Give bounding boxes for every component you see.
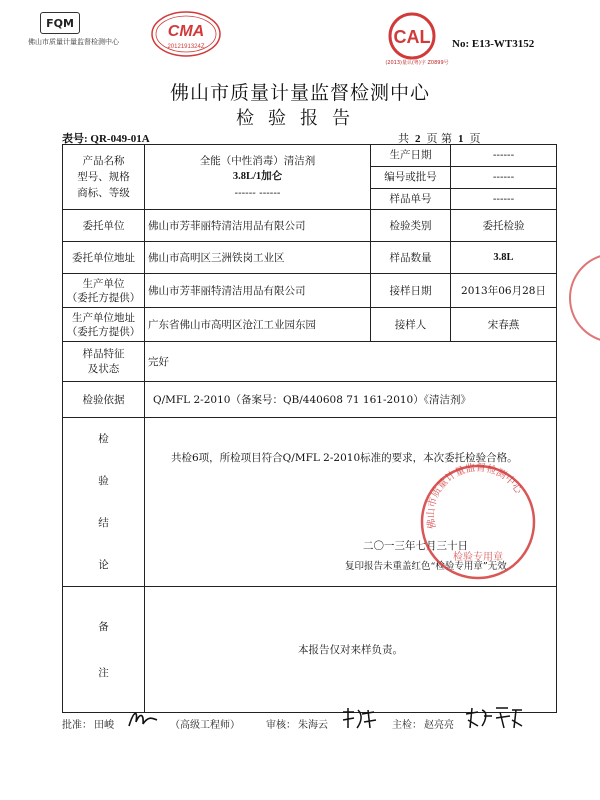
remark-text: 本报告仅对来样负责。 — [145, 587, 557, 713]
basis-value: Q/MFL 2-2010（备案号：QB/440608 71 161-2010）《清洁剂》 — [145, 382, 557, 418]
approve-name: 田峻 — [94, 720, 114, 731]
client-address-value: 佛山市高明区三洲铁岗工业区 — [145, 242, 371, 274]
table-row — [63, 382, 557, 418]
cal-caption: (2013)量认(粤)字 Z0899号 — [385, 60, 449, 66]
table-row — [63, 308, 557, 342]
table-row — [63, 587, 557, 713]
page-info: 共 2 页 第 1 页 — [398, 132, 481, 145]
client-label: 委托单位 — [63, 210, 145, 242]
review-label: 审核： — [266, 720, 296, 731]
basis-label: 检验依据 — [63, 382, 145, 418]
maker-label: 生产单位 （委托方提供） — [63, 274, 145, 308]
seal-text-top: 佛山市质量计量监督检测中心 — [425, 462, 524, 530]
conclusion-cell — [145, 418, 557, 587]
cma-text: CMA — [167, 23, 205, 40]
report-title-org: 佛山市质量计量监督检测中心 — [169, 82, 430, 104]
receive-date-value: 2013年06月28日 — [451, 274, 557, 308]
report-table — [62, 144, 557, 713]
table-row — [63, 418, 557, 587]
conclusion-date: 二〇一三年七月三十日 — [363, 540, 468, 552]
inspect-type-value: 委托检验 — [451, 210, 557, 242]
approve-label: 批准： — [62, 720, 92, 731]
table-row — [63, 274, 557, 308]
table-row — [63, 210, 557, 242]
fqm-caption: 佛山市质量计量监督检测中心 — [28, 38, 119, 46]
cma-number: 2012191324Z — [167, 44, 205, 50]
product-right-values: ------ ------ ------ — [451, 145, 557, 210]
maker-address-value: 广东省佛山市高明区沧江工业园东园 — [145, 308, 371, 342]
approve-signature-icon — [126, 706, 160, 730]
sample-qty-value: 3.8L — [451, 242, 557, 274]
product-values: 全能（中性消毒）清洁剂 3.8L/1加仑 ------ ------ — [145, 145, 371, 210]
table-row — [63, 242, 557, 274]
conclusion-text: 共检6项，所检项目符合Q/MFL 2-2010标准的要求，本次委托检验合格。 — [171, 452, 518, 464]
client-address-label: 委托单位地址 — [63, 242, 145, 274]
sample-state-label: 样品特征 及状态 — [63, 342, 145, 382]
main-signature-icon — [464, 704, 524, 732]
review-name: 朱海云 — [298, 720, 328, 731]
review-signature-icon — [340, 706, 378, 732]
receiver-label: 接样人 — [371, 308, 451, 342]
product-right-labels: 生产日期 编号或批号 样品单号 — [371, 145, 451, 210]
cal-text: CAL — [393, 27, 431, 47]
inspect-type-label: 检验类别 — [371, 210, 451, 242]
edge-seal-icon — [566, 248, 600, 348]
receiver-value: 宋春燕 — [451, 308, 557, 342]
report-number: No: E13-WT3152 — [452, 38, 535, 50]
table-row — [63, 342, 557, 382]
sample-qty-label: 样品数量 — [371, 242, 451, 274]
maker-value: 佛山市芳菲丽特清洁用品有限公司 — [145, 274, 371, 308]
conclusion-label: 检 验 结 论 — [63, 418, 145, 587]
approve-title: （高级工程师） — [170, 720, 240, 731]
conclusion-note: 复印报告未重盖红色“检验专用章”无效 — [345, 561, 507, 572]
receive-date-label: 接样日期 — [371, 274, 451, 308]
fqm-logo: FQM — [40, 12, 80, 34]
seal-text-bottom: 检验专用章 — [453, 552, 503, 563]
sample-state-value: 完好 — [145, 342, 557, 382]
cma-logo-icon — [150, 10, 222, 58]
table-row — [63, 145, 557, 210]
main-label: 主检： — [392, 720, 422, 731]
form-number: 表号: QR-049-01A — [62, 133, 150, 145]
client-value: 佛山市芳菲丽特清洁用品有限公司 — [145, 210, 371, 242]
report-title: 检验报告 — [236, 108, 364, 129]
product-labels: 产品名称 型号、规格 商标、等级 — [63, 145, 145, 210]
maker-address-label: 生产单位地址 （委托方提供） — [63, 308, 145, 342]
main-name: 赵亮亮 — [424, 720, 454, 731]
remark-label: 备 注 — [63, 587, 145, 713]
